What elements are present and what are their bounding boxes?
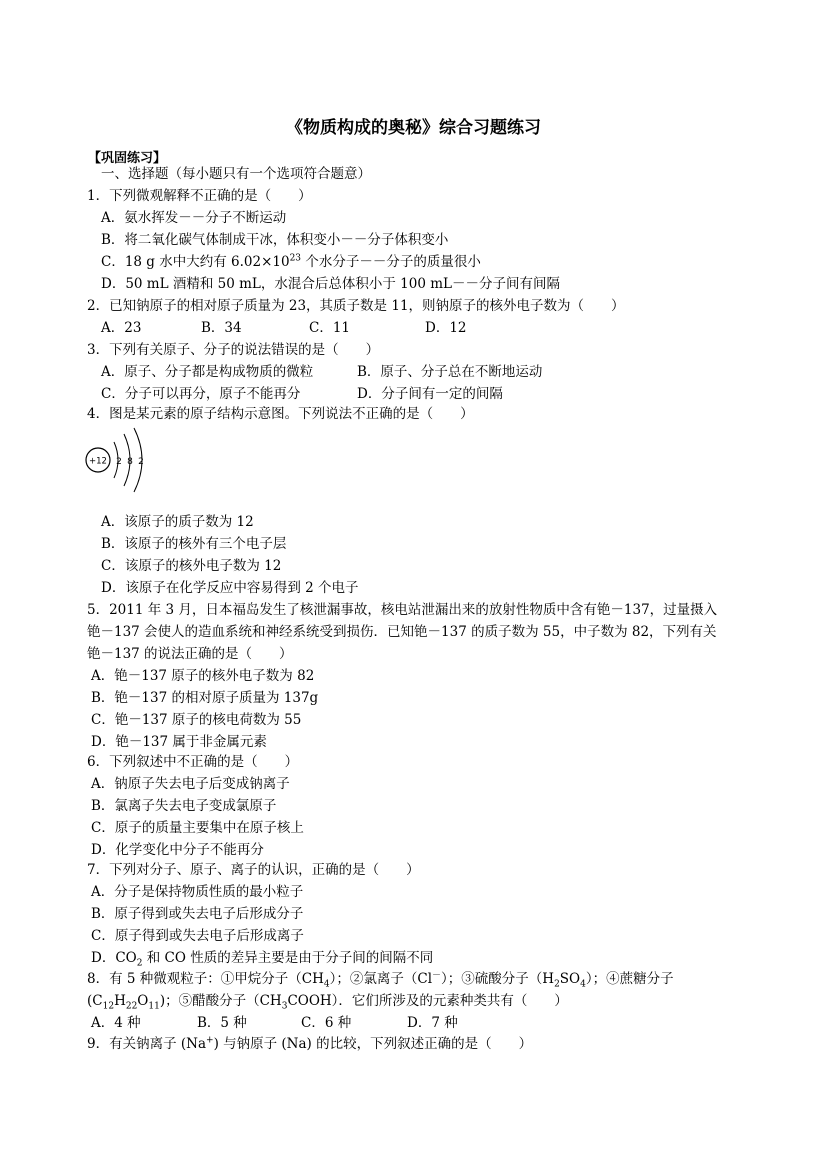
q2-option-c: C．11 (309, 320, 351, 336)
shell-1-count: 2 (116, 457, 122, 467)
q2-options (101, 319, 467, 337)
q8-option-b: B．5 种 (197, 1015, 247, 1031)
q5-option-d: D．铯－137 属于非金属元素 (91, 734, 267, 750)
q8-option-a: A．4 种 (91, 1015, 141, 1031)
q6-stem: 6．下列叙述中不正确的是（ ） (87, 754, 299, 770)
q4-option-c: C．该原子的核外电子数为 12 (101, 558, 282, 574)
q6-option-a: A．钠原子失去电子后变成钠离子 (91, 776, 290, 792)
q3-options-ab (101, 363, 542, 381)
atom-structure-diagram (84, 426, 164, 496)
q5-stem-line3: 铯－137 的说法正确的是（ ） (87, 646, 293, 662)
q3-option-c: C．分子可以再分，原子不能再分 (101, 386, 301, 402)
q6-option-b: B．氯离子失去电子变成氯原子 (91, 798, 277, 814)
q3-stem: 3．下列有关原子、分子的说法错误的是（ ） (87, 342, 380, 358)
q3-option-d: D．分子间有一定的间隔 (357, 386, 503, 402)
q7-option-d: D．$CO_2$ 和 CO 性质的差异主要是由于分子间的间隔不同 (91, 950, 434, 969)
q1-option-c: C．18 g 水中大约有 $6.02\times 10^{23}$ 个水分子－－分子的质量很小 (101, 253, 481, 270)
q7-option-a: A．分子是保持物质性质的最小粒子 (91, 884, 304, 900)
q2-stem: 2．已知钠原子的相对原子质量为 23，其质子数是 11，则钠原子的核外电子数为（ ） (87, 298, 625, 314)
q4-option-d: D．该原子在化学反应中容易得到 2 个电子 (101, 580, 359, 596)
q6-option-d: D．化学变化中分子不能再分 (91, 842, 264, 858)
q8-option-c: C．6 种 (301, 1015, 352, 1031)
q5-option-c: C．铯－137 原子的核电荷数为 55 (91, 712, 302, 728)
q4-option-b: B．该原子的核外有三个电子层 (101, 536, 287, 552)
q6-option-c: C．原子的质量主要集中在原子核上 (91, 820, 304, 836)
q1-stem: 1．下列微观解释不正确的是（ ） (87, 188, 312, 204)
q8-stem-line1: 8．有 5 种微观粒子：①甲烷分子$(CH_4)$；②氯离子（Cl－）；③硫酸分子$(H_2SO_4)$；④蔗糖分子 (87, 970, 674, 990)
q1-option-b: B．将二氧化碳气体制成干冰，体积变小－－分子体积变小 (101, 232, 449, 248)
q8-option-d: D．7 种 (407, 1015, 458, 1031)
q7-option-b: B．原子得到或失去电子后形成分子 (91, 906, 304, 922)
q5-option-b: B．铯－137 的相对原子质量为 137g (91, 690, 319, 706)
q8-stem-line2: $(C_{12}H_{22}O_{11})$；⑤醋酸分子$(CH_3COOH)$．它们所涉及的元素种类共有（ ） (87, 993, 568, 1012)
shell-3-count: 2 (138, 457, 144, 467)
q5-stem-line2: 铯－137 会使人的造血系统和神经系统受到损伤．已知铯－137 的质子数为 55，中子数为 82，下列有关 (87, 624, 717, 640)
q3-option-b: B．原子、分子总在不断地运动 (357, 364, 543, 380)
q2-option-d: D．12 (425, 320, 467, 336)
q2-option-b: B．34 (201, 320, 242, 336)
q2-option-a: A．23 (101, 320, 142, 336)
page-title: 《物质构成的奥秘》综合习题练习 (286, 118, 541, 138)
q1-option-a: A．氨水挥发－－分子不断运动 (101, 210, 287, 226)
q7-stem: 7．下列对分子、原子、离子的认识，正确的是（ ） (87, 862, 420, 878)
q5-stem-line1: 5．2011 年 3 月，日本福岛发生了核泄漏事故，核电站泄漏出来的放射性物质中含有铯－137，过量摄入 (87, 602, 718, 618)
q4-option-a: A．该原子的质子数为 12 (101, 514, 254, 530)
q1-option-d: D．50 mL 酒精和 50 mL，水混合后总体积小于 100 mL－－分子间有间隔 (101, 276, 560, 292)
part-heading: 一、选择题（每小题只有一个选项符合题意） (101, 166, 371, 182)
q8-options (91, 1014, 458, 1032)
section-heading: 【巩固练习】 (88, 151, 167, 166)
shell-2-count: 8 (127, 457, 133, 467)
q5-option-a: A．铯－137 原子的核外电子数为 82 (91, 668, 315, 684)
q9-stem: 9．有关钠离子 (Na+) 与钠原子 (Na) 的比较，下列叙述正确的是（ ） (87, 1035, 533, 1052)
q3-option-a: A．原子、分子都是构成物质的微粒 (101, 364, 314, 380)
q7-option-c: C．原子得到或失去电子后形成离子 (91, 928, 304, 944)
nucleus-charge: +12 (89, 456, 107, 467)
q3-options-cd (101, 385, 503, 403)
q4-stem: 4．图是某元素的原子结构示意图。下列说法不正确的是（ ） (87, 406, 474, 422)
